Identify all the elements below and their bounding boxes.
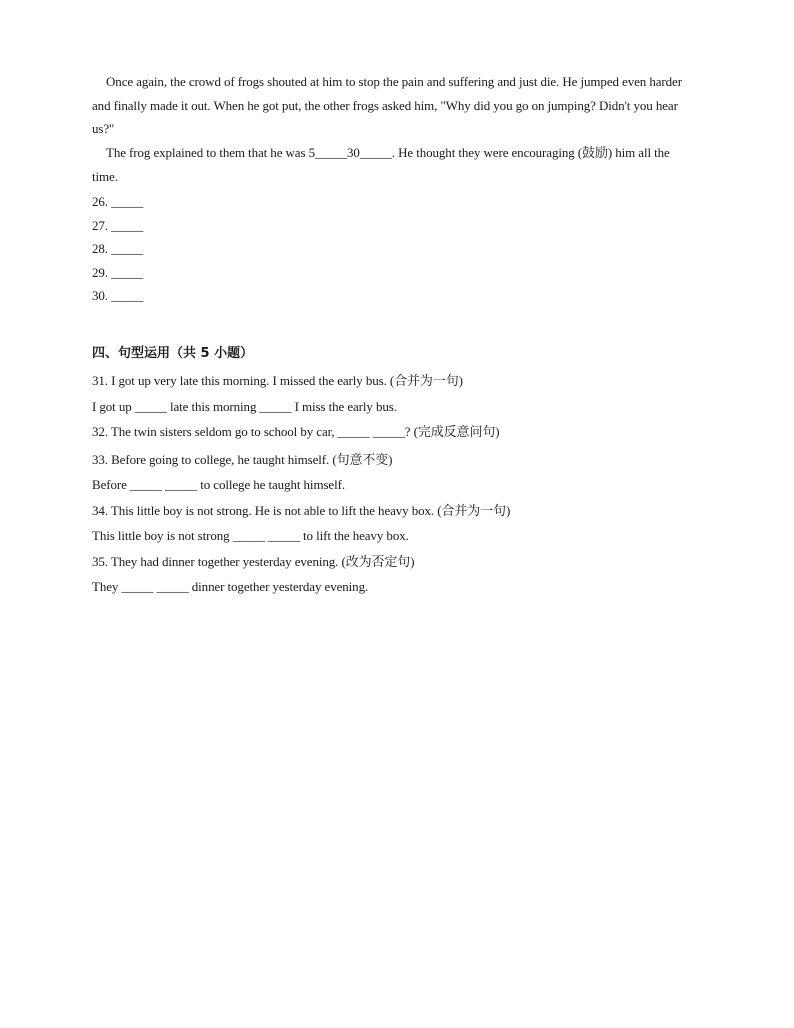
passage-paragraph-2-text: The frog explained to them that he was 5_____30_____. He thought they were encouraging (鼓励) him all the time. [92, 145, 670, 184]
question-35: 35. They had dinner together yesterday evening. (改为否定句) [92, 554, 415, 569]
answer-line-26: 26. _____ [92, 194, 144, 209]
question-34: 34. This little boy is not strong. He is not able to lift the heavy box. (合并为一句) [92, 503, 511, 518]
question-31: 31. I got up very late this morning. I missed the early bus. (合并为一句) [92, 373, 463, 388]
answer-line-30: 30. _____ [92, 288, 144, 303]
passage-paragraph-1-text: Once again, the crowd of frogs shouted at him to stop the pain and suffering and just die. He jumped even harder and finally made it out. When he got put, the other frogs asked him, "Why did you go on jumping? Didn't you hear us?" [92, 74, 682, 136]
passage-paragraph-2 [92, 141, 692, 188]
answer-line-29: 29. _____ [92, 265, 144, 280]
answer-line-27: 27. _____ [92, 218, 144, 233]
question-31-answer: I got up _____ late this morning _____ I miss the early bus. [92, 399, 397, 414]
question-35-answer: They _____ _____ dinner together yesterday evening. [92, 579, 369, 594]
question-34-answer: This little boy is not strong _____ _____ to lift the heavy box. [92, 528, 409, 543]
passage-paragraph-1 [92, 70, 692, 141]
question-33-answer: Before _____ _____ to college he taught himself. [92, 477, 345, 492]
answer-line-28: 28. _____ [92, 241, 144, 256]
question-33: 33. Before going to college, he taught himself. (句意不变) [92, 452, 393, 467]
question-32: 32. The twin sisters seldom go to school by car, _____ _____? (完成反意问句) [92, 424, 500, 439]
section-heading: 四、句型运用（共 5 小题） [92, 346, 254, 361]
